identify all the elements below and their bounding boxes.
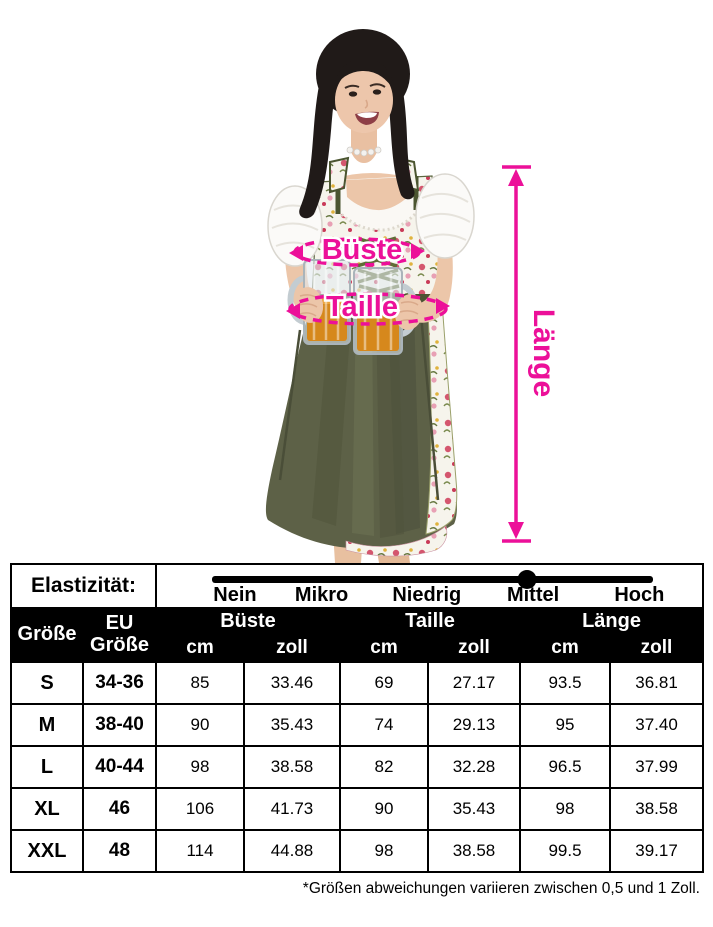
col-header-size: Größe [11,608,83,662]
elasticity-option-mikro: Mikro [294,584,349,606]
eu-size-cell: 38-40 [83,704,156,746]
measurement-cell: 32.28 [428,746,520,788]
measurement-cell: 114 [156,830,244,872]
measurement-cell: 41.73 [244,788,340,830]
measurement-cell: 98 [340,830,428,872]
elasticity-row [11,564,703,608]
col-header-waist: Taille [340,608,520,635]
measurement-cell: 98 [520,788,610,830]
unit-header-cm: cm [156,635,244,662]
unit-header-cm: cm [520,635,610,662]
col-header-bust: Büste [156,608,340,635]
measurement-cell: 38.58 [244,746,340,788]
measurement-cell: 37.99 [610,746,703,788]
table-header-row [11,608,703,635]
length-label: Länge [527,308,560,398]
measurement-cell: 39.17 [610,830,703,872]
table-row-xl [11,788,703,830]
length-measure-arrow [502,167,531,541]
bust-label: Büste [321,234,403,266]
measurement-cell: 38.58 [428,830,520,872]
eu-size-cell: 48 [83,830,156,872]
elasticity-options [157,585,702,607]
col-header-eu-line1: EU [105,612,134,635]
size-cell: M [11,704,83,746]
elasticity-option-niedrig: Niedrig [392,584,462,606]
table-row-m [11,704,703,746]
elasticity-option-mittel: Mittel [506,584,560,606]
table-row-l [11,746,703,788]
footnote: *Größen abweichungen variieren zwischen 0,5 und 1 Zoll. [302,880,700,897]
measurement-cell: 74 [340,704,428,746]
elasticity-slider-cell [156,564,703,608]
unit-header-zoll: zoll [428,635,520,662]
elasticity-label: Elastizität: [11,564,156,608]
eu-size-cell: 40-44 [83,746,156,788]
eu-size-cell: 46 [83,788,156,830]
measurement-cell: 96.5 [520,746,610,788]
size-cell: XL [11,788,83,830]
size-cell: S [11,662,83,704]
waist-label: Taille [326,291,398,323]
elasticity-option-hoch: Hoch [614,584,665,606]
measurement-cell: 98 [156,746,244,788]
size-cell: XXL [11,830,83,872]
unit-header-zoll: zoll [244,635,340,662]
measurement-cell: 35.43 [428,788,520,830]
measurement-cell: 90 [156,704,244,746]
measurement-cell: 82 [340,746,428,788]
elasticity-slider [157,566,702,606]
measurement-cell: 85 [156,662,244,704]
elasticity-option-nein: Nein [213,584,257,606]
measurement-cell: 95 [520,704,610,746]
size-table [10,563,704,873]
col-header-length: Länge [520,608,703,635]
measurement-cell: 33.46 [244,662,340,704]
measurement-cell: 36.81 [610,662,703,704]
unit-header-zoll: zoll [610,635,703,662]
measurement-cell: 35.43 [244,704,340,746]
col-header-eu-size [83,608,156,662]
size-sheet [10,563,702,898]
measurement-cell: 44.88 [244,830,340,872]
eu-size-cell: 34-36 [83,662,156,704]
measurement-cell: 90 [340,788,428,830]
size-cell: L [11,746,83,788]
table-row-s [11,662,703,704]
unit-header-cm: cm [340,635,428,662]
col-header-eu-line2: Größe [90,634,149,656]
measurement-cell: 106 [156,788,244,830]
measurement-cell: 37.40 [610,704,703,746]
elasticity-slider-bar [212,576,653,583]
measurement-cell: 27.17 [428,662,520,704]
measurement-cell: 29.13 [428,704,520,746]
measurement-cell: 38.58 [610,788,703,830]
measurement-cell: 93.5 [520,662,610,704]
measurement-cell: 99.5 [520,830,610,872]
table-row-xxl [11,830,703,872]
measurement-cell: 69 [340,662,428,704]
